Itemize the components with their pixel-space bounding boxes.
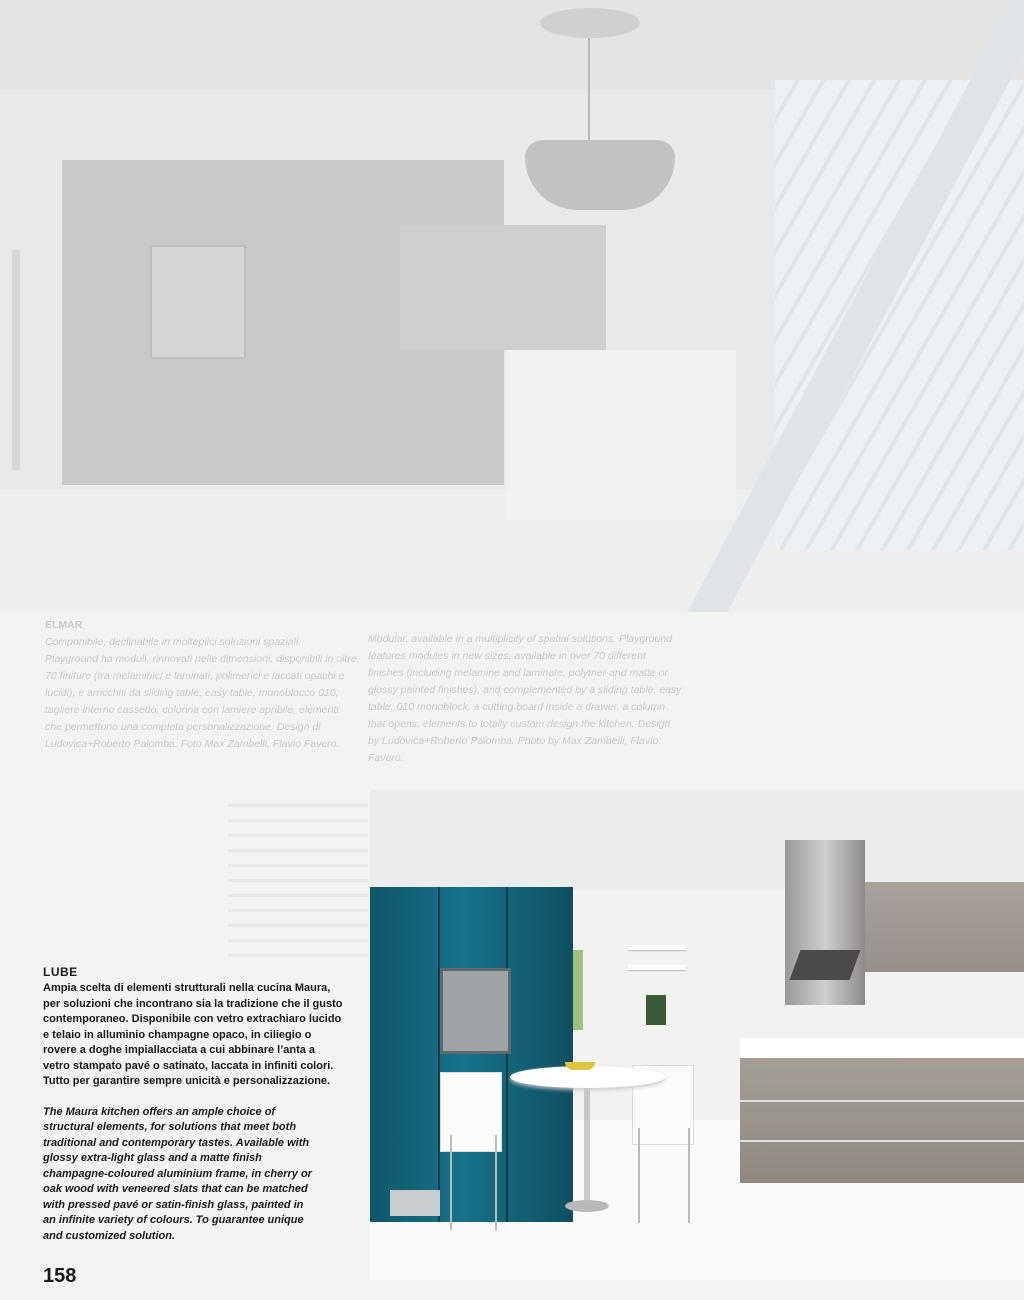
drawer-line (740, 1100, 1024, 1102)
page-number: 158 (43, 1265, 77, 1287)
taupe-base-cabinets (740, 1058, 1024, 1183)
cabinet-seam (438, 887, 440, 1222)
hood-glass-panel (790, 950, 861, 980)
lube-description (43, 964, 361, 1244)
chair-leg (638, 1128, 640, 1223)
table-pedestal (584, 1086, 590, 1206)
lube-english-text: The Maura kitchen offers an ample choice of structural elements, for solutions that meet both traditional and contemporary tastes. Available with glossy extra-light glass and a matte finish champagne-coloured aluminium frame, in cherry or oak wood with veneered slats that can be matched with pressed pavé or satin-finish glass, painted in an infinite variety of colours. To guarantee unique and customized solution. (43, 1105, 312, 1242)
built-in-oven (150, 245, 246, 359)
wall-shelf (628, 945, 686, 950)
elmar-italian-text: Componibile, declinabile in molteplici soluzioni spaziali. Playground ha moduli, rinnovati nelle dimensioni, disponibili in oltre 70 finiture (tra melaminici e laminati, polimerici e laccati opachi e lucidi), e arricchiti da sliding table, easy table, monoblocco 010, tagliere interno cassetto, colonna con lamiere apribile, elementi che permettono una completa personalizzazione. Design di Ludovica+Roberto Palomba. Foto Max Zambelli, Flavio Favero. (45, 636, 357, 750)
taupe-wall-cabinets (865, 882, 1024, 972)
range-hood (785, 840, 865, 1005)
fruit-bowl (565, 1062, 595, 1070)
drawer-line (740, 1140, 1024, 1142)
lube-brand: LUBE (43, 965, 78, 979)
window-with-trees (775, 80, 1024, 550)
chair-leg (688, 1128, 690, 1223)
garden-window (573, 950, 583, 1030)
elmar-caption-english: Modular, available in a multiplicity of spatial solutions. Playground features modules in new sizes, available in over 70 different finishes (including melamine and laminate, polymer and matte or glossy painted finishes), and complemented by a sliding table, easy table, 010 monoblock, a cutting board inside a drawer, a column that opens, elements to totally custom design the kitchen. Design by Ludovica+Roberto Palomba. Photo by Max Zambelli, Flavio Favero. (368, 633, 682, 764)
floor-lamp (12, 250, 20, 470)
pendant-lamp (525, 140, 675, 210)
ceiling-rosette (540, 8, 640, 38)
lube-maura-kitchen-photo (370, 790, 1024, 1280)
ceiling (370, 790, 1024, 890)
kitchen-island (506, 350, 736, 520)
ceiling (0, 0, 1024, 90)
lube-italian-text: Ampia scelta di elementi strutturali nella cucina Maura, per soluzioni che incontrano sia la tradizione che il gusto contemporaneo. Disponibile con vetro extrachiaro lucido e telaio in alluminio champagne opaco, in ciliegio o rovere a doghe impiallacciata a cui abbinare l’anta a vetro stampato pavé o satinato, laccata in infiniti colori. Tutto per garantire sempre unicità e personalizzazione. (43, 982, 343, 1087)
pendant-wire (588, 38, 590, 140)
chair-leg (450, 1135, 452, 1230)
bleed-through-text (228, 792, 368, 962)
chair-leg (495, 1135, 497, 1230)
elmar-brand: ELMAR (45, 619, 83, 631)
countertop (740, 1038, 1024, 1060)
vent-grille (390, 1190, 440, 1216)
elmar-kitchen-photo (0, 0, 1024, 612)
cabinet-seam (506, 887, 508, 1222)
small-screen (646, 995, 666, 1025)
built-in-oven (440, 968, 511, 1054)
wall-shelf (628, 965, 686, 970)
wall-cabinet (400, 225, 606, 350)
table-base (565, 1200, 609, 1212)
elmar-caption-italian (45, 617, 357, 753)
teal-glass-cabinet (370, 887, 573, 1222)
